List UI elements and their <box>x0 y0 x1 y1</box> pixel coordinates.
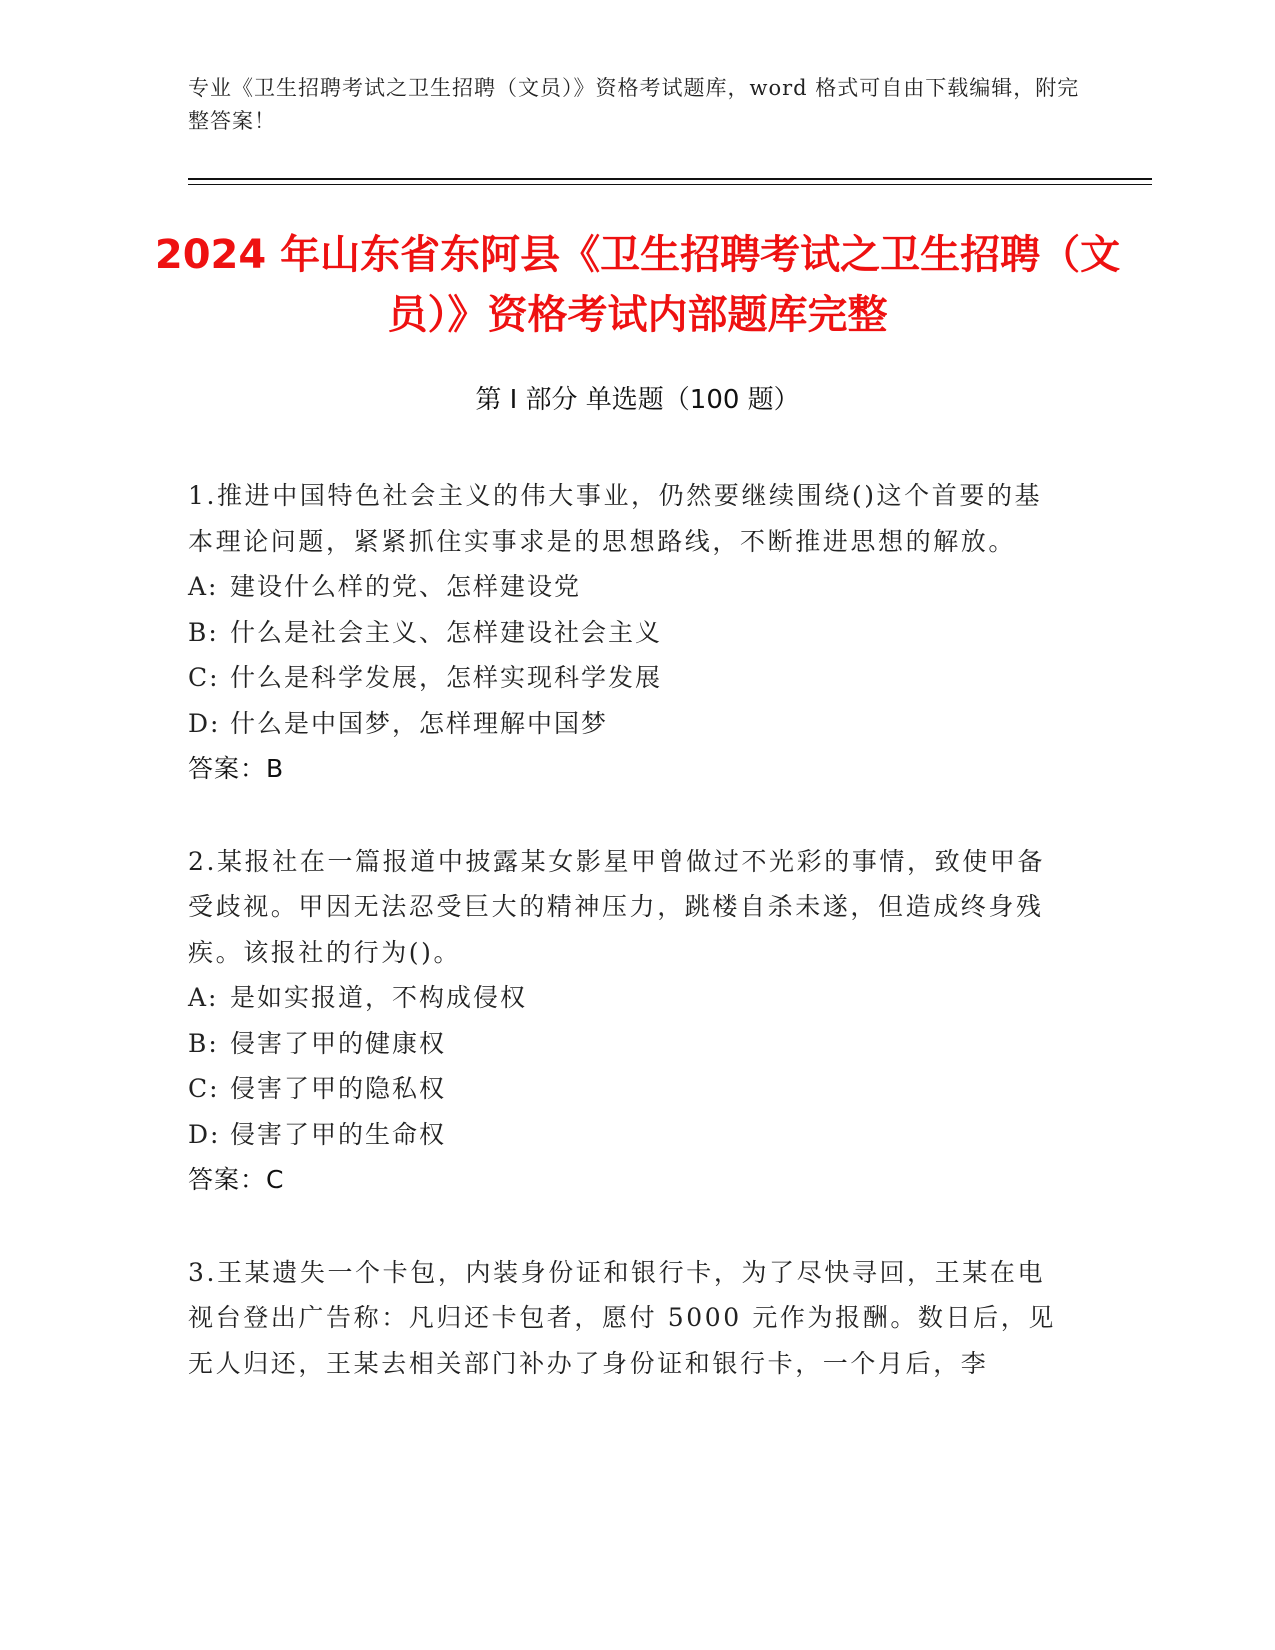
section-title: 第 I 部分 单选题（100 题） <box>475 385 800 415</box>
option-key: C: <box>188 1074 220 1103</box>
option-c <box>188 655 1068 701</box>
option-b <box>188 1021 1068 1067</box>
option-key: B: <box>188 1028 219 1058</box>
answer: 答案：B <box>188 754 285 783</box>
header-note: 专业《卫生招聘考试之卫生招聘（文员）》资格考试题库，word 格式可自由下载编辑，附完整答案！ <box>188 76 1080 133</box>
question-1 <box>188 473 1068 792</box>
option-a <box>188 975 1068 1021</box>
option-key: D: <box>188 1119 221 1149</box>
option-text: 是如实报道，不构成侵权 <box>230 983 528 1012</box>
question-list <box>188 473 1068 1433</box>
header-rule-thin <box>188 184 1152 185</box>
option-text: 什么是社会主义、怎样建设社会主义 <box>230 617 663 647</box>
option-text: 什么是科学发展，怎样实现科学发展 <box>230 663 663 692</box>
option-text: 侵害了甲的健康权 <box>230 1028 447 1058</box>
option-text: 侵害了甲的隐私权 <box>230 1074 447 1103</box>
question-stem: 2.某报社在一篇报道中披露某女影星甲曾做过不光彩的事情，致使甲备受歧视。甲因无法忍受巨大的精神压力，跳楼自杀未遂，但造成终身残疾。该报社的行为()。 <box>188 846 1046 967</box>
option-b <box>188 610 1068 656</box>
option-text: 侵害了甲的生命权 <box>230 1119 447 1149</box>
option-a <box>188 564 1068 610</box>
option-text: 建设什么样的党、怎样建设党 <box>230 572 582 601</box>
option-text: 什么是中国梦，怎样理解中国梦 <box>230 708 609 738</box>
header-rule-thick <box>188 178 1152 180</box>
option-key: B: <box>188 617 219 647</box>
option-key: C: <box>188 663 220 692</box>
question-stem: 1.推进中国特色社会主义的伟大事业，仍然要继续围绕()这个首要的基本理论问题，紧紧抓住实事求是的思想路线，不断推进思想的解放。 <box>188 481 1043 556</box>
document-title: 2024 年山东省东阿县《卫生招聘考试之卫生招聘（文员）》资格考试内部题库完整 <box>154 232 1121 338</box>
option-c <box>188 1066 1068 1112</box>
option-d <box>188 701 1068 747</box>
option-key: D: <box>188 708 221 738</box>
answer: 答案：C <box>188 1165 285 1194</box>
option-key: A: <box>188 983 219 1012</box>
question-stem: 3.王某遗失一个卡包，内装身份证和银行卡，为了尽快寻回，王某在电视台登出广告称：凡归还卡包者，愿付 5000 元作为报酬。数日后，见无人归还，王某去相关部门补办了身份证和银行卡，一个月后，李 <box>188 1257 1056 1378</box>
option-d <box>188 1112 1068 1158</box>
question-3 <box>188 1250 1068 1387</box>
question-2 <box>188 839 1068 1203</box>
option-key: A: <box>188 572 219 601</box>
